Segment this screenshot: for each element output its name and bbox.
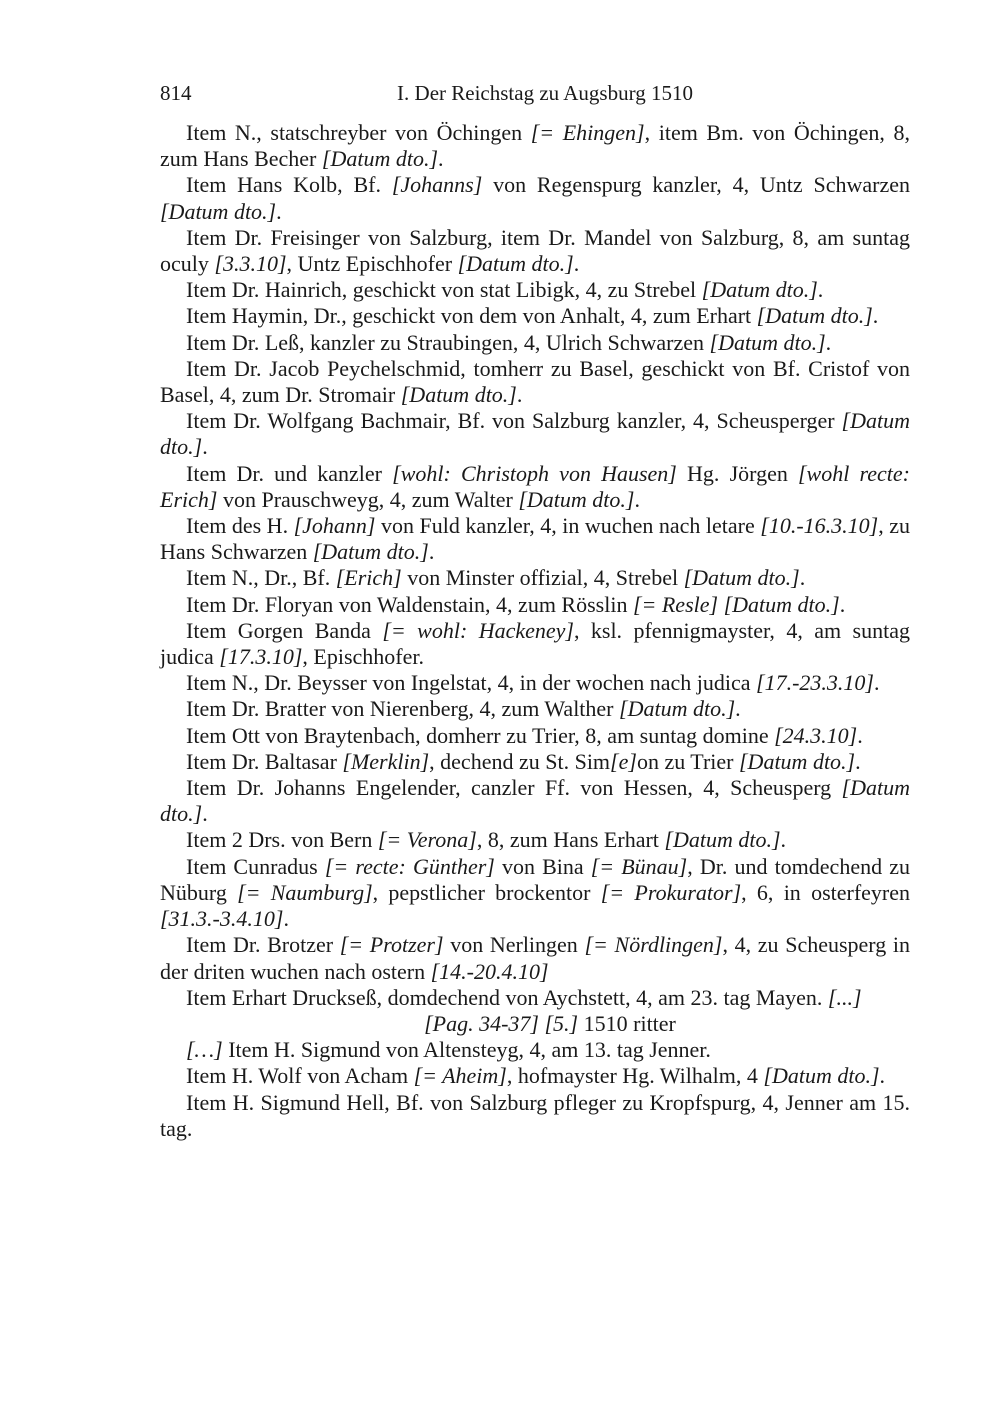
entry-text: . (634, 486, 640, 512)
editorial-note: [Datum dto.] (518, 486, 635, 512)
entry-text: , dechend zu St. Sim (429, 748, 611, 774)
entry-text: Item Dr. Brotzer (186, 932, 340, 958)
entry-text: von Bina (494, 853, 591, 879)
register-entry (160, 120, 910, 172)
editorial-note: [e] (610, 748, 637, 774)
entry-text: von Minster offizial, 4, Strebel (401, 565, 684, 591)
editorial-note: [= Protzer] (339, 932, 444, 958)
editorial-note: [31.3.-3.4.10] (160, 906, 284, 932)
register-entry (160, 513, 910, 565)
register-entry (160, 775, 910, 827)
entry-text: von Prauschweyg, 4, zum Walter (217, 486, 519, 512)
document-page (160, 78, 910, 1142)
editorial-note: [= Prokurator] (600, 879, 742, 905)
entry-list (160, 120, 910, 1142)
entry-text: . (516, 382, 523, 408)
editorial-note: [= Naumburg] (237, 879, 373, 905)
editorial-note: [= Nördlingen] (584, 932, 723, 958)
entry-text: . (855, 748, 861, 774)
entry-text: , Epischhofer. (302, 644, 424, 670)
editorial-note: [Datum dto.] (664, 827, 781, 853)
entry-text: von Regenspurg kanzler, 4, Untz Schwarzen (482, 172, 910, 198)
editorial-note: [Datum dto.] (709, 329, 826, 355)
entry-text: Item Gorgen Banda (186, 617, 383, 643)
register-entry (160, 854, 910, 933)
entry-text: . (879, 1063, 886, 1089)
entry-text: . (857, 722, 863, 748)
entry-text: . (825, 329, 832, 355)
editorial-note: [Datum dto.] (683, 565, 800, 591)
entry-text: , zu Hans Schwarzen (160, 513, 911, 565)
register-entry (160, 356, 910, 408)
editorial-note: [Datum dto.] (160, 198, 277, 224)
entry-text: Item Hans Kolb, Bf. (186, 172, 392, 198)
running-title: I. Der Reichstag zu Augsburg 1510 (397, 81, 693, 105)
entry-text: , 4, zu Scheusperg in der driten wuchen nach ostern (160, 932, 910, 984)
register-entry (160, 932, 910, 984)
editorial-note: [...] (827, 984, 862, 1010)
editorial-note: [Datum dto.] (739, 748, 856, 774)
entry-text: on zu Trier (636, 748, 739, 774)
entry-text: Item Haymin, Dr., geschickt von dem von Anhalt, 4, zum Erhart (186, 303, 757, 329)
entry-text: . (202, 434, 208, 460)
entry-text: Hg. Jörgen (676, 460, 798, 486)
register-entry (160, 565, 910, 591)
editorial-note: [wohl recte: Erich] (160, 460, 910, 512)
entry-text: Item Dr. Freisinger von Salzburg, item Dr. Mandel von Salzburg, 8, am suntag oculy (160, 224, 910, 277)
entry-text: 1510 ritter (578, 1010, 676, 1036)
editorial-note: [= Verona] (377, 827, 477, 853)
editorial-note: [= Bünau] (590, 853, 688, 879)
editorial-note: [= wohl: Hackeney] (382, 617, 574, 643)
register-entry (160, 1090, 910, 1142)
register-entry (160, 592, 910, 618)
entry-text: , 8, zum Hans Erhart (476, 827, 665, 853)
entry-text: , pepstlicher brockentor (372, 879, 601, 905)
entry-text: Item Erhart Druckseß, domdechend von Aychstett, 4, am 23. tag Mayen. (186, 984, 828, 1010)
entry-text: Item Dr. Wolfgang Bachmair, Bf. von Salzburg kanzler, 4, Scheusperger (186, 408, 842, 434)
entry-text: Item 2 Drs. von Bern (186, 827, 378, 853)
editorial-note: [Datum dto.] (312, 539, 429, 565)
entry-text: Item H. Sigmund von Altensteyg, 4, am 13. tag Jenner. (222, 1037, 711, 1063)
entry-text: Item Dr. Hainrich, geschickt von stat Libigk, 4, zu Strebel (186, 277, 702, 303)
entry-text: , item Bm. von Öchingen, 8, zum Hans Becher (160, 120, 910, 172)
entry-text: , 6, in osterfeyren (741, 879, 911, 905)
editorial-note: [= Ehingen] (530, 120, 645, 145)
editorial-note: [Datum dto.] (619, 696, 736, 722)
section-heading (160, 1011, 910, 1037)
entry-text: . (283, 906, 289, 932)
register-entry (160, 277, 910, 303)
editorial-note: [Datum dto.] (160, 775, 910, 827)
entry-text: Item des H. (186, 513, 294, 539)
register-entry (160, 408, 910, 460)
entry-text: . (780, 827, 787, 853)
editorial-note: [17.3.10] (219, 644, 303, 670)
entry-text: von Fuld kanzler, 4, in wuchen nach letare (375, 513, 761, 539)
entry-text: , ksl. pfennigmayster, 4, am suntag judica (160, 617, 910, 670)
editorial-note: [24.3.10] (774, 722, 858, 748)
entry-text: Item H. Sigmund Hell, Bf. von Salzburg pfleger zu Kropfspurg, 4, Jenner am 15. tag. (160, 1089, 910, 1141)
page-number: 814 (160, 81, 192, 105)
editorial-note: [17.-23.3.10] (756, 670, 874, 696)
entry-text: . (276, 198, 282, 224)
register-entry (160, 461, 910, 513)
entry-text: . (799, 565, 806, 591)
editorial-note: [Datum dto.] (701, 277, 818, 303)
entry-text: . (735, 696, 741, 722)
entry-text: Item Dr. Bratter von Nierenberg, 4, zum Walther (186, 696, 620, 722)
entry-text: . (573, 251, 580, 277)
entry-text: , Dr. und tomdechend zu Nüburg (160, 853, 910, 905)
entry-text: Item Dr. Jacob Peychelschmid, tomherr zu Basel, geschickt von Bf. Cristof von Basel, 4, zum Dr. Stromair (160, 355, 910, 408)
register-entry (160, 618, 910, 670)
register-entry (160, 985, 910, 1011)
editorial-note: [= Resle] [Datum dto.] (632, 591, 840, 617)
entry-text: Item Dr. und kanzler (186, 460, 393, 486)
entry-text: Item Cunradus (186, 853, 325, 879)
editorial-note: [3.3.10] (214, 251, 287, 277)
entry-text: Item Dr. Floryan von Waldenstain, 4, zum Rösslin (186, 591, 633, 617)
editorial-note: [= Aheim] (413, 1063, 507, 1089)
entry-text: , hofmayster Hg. Wilhalm, 4 (506, 1063, 764, 1089)
entry-text: Item Dr. Leß, kanzler zu Straubingen, 4, Ulrich Schwarzen (186, 329, 710, 355)
editorial-note: [Datum dto.] (457, 251, 574, 277)
register-entry (160, 172, 910, 224)
entries-after-heading (160, 1037, 910, 1142)
editorial-note: [10.-16.3.10] (760, 513, 879, 539)
entry-text: Item H. Wolf von Acham (186, 1063, 414, 1089)
entry-text: von Nerlingen (443, 932, 585, 958)
register-entry (160, 330, 910, 356)
editorial-note: [Erich] (335, 565, 402, 591)
register-entry (160, 225, 910, 277)
editorial-note: [Datum dto.] (756, 303, 873, 329)
entry-text: . (202, 801, 208, 827)
register-entry (160, 1037, 910, 1063)
editorial-note: [= recte: Günther] (324, 853, 495, 879)
register-entry (160, 827, 910, 853)
register-entry (160, 749, 910, 775)
entries-before-heading (160, 120, 910, 1011)
entry-text: Item N., Dr. Beysser von Ingelstat, 4, in der wochen nach judica (186, 670, 757, 696)
register-entry (160, 670, 910, 696)
entry-text: . (839, 591, 846, 617)
entry-text: Item N., statschreyber von Öchingen (186, 120, 531, 145)
editorial-note: [Datum dto.] (400, 382, 517, 408)
editorial-note: [Datum dto.] (763, 1063, 880, 1089)
entry-text: Item Ott von Braytenbach, domherr zu Trier, 8, am suntag domine (186, 722, 775, 748)
entry-text: Item Dr. Johanns Engelender, canzler Ff. von Hessen, 4, Scheusperg (186, 775, 842, 801)
entry-text: . (438, 146, 444, 172)
editorial-note: [Datum dto.] (321, 146, 439, 172)
entry-text: Item N., Dr., Bf. (186, 565, 336, 591)
editorial-note: [Johanns] (391, 172, 483, 198)
register-entry (160, 1063, 910, 1089)
entry-text: . (428, 539, 435, 565)
register-entry (160, 696, 910, 722)
entry-text: . (872, 303, 879, 329)
editorial-note: [Johann] (293, 513, 376, 539)
entry-text: . (817, 277, 824, 303)
editorial-note: [Pag. 34-37] [5.] (424, 1010, 579, 1036)
entry-text: Item Dr. Baltasar (186, 748, 343, 774)
running-head (160, 78, 910, 108)
entry-text: . (873, 670, 880, 696)
register-entry (160, 303, 910, 329)
editorial-note: [Datum dto.] (160, 408, 910, 460)
editorial-note: [Merklin] (342, 748, 430, 774)
entry-text: , Untz Epischhofer (286, 251, 458, 277)
register-entry (160, 723, 910, 749)
editorial-note: [14.-20.4.10] (430, 958, 549, 984)
editorial-note: [wohl: Christoph von Hausen] (392, 460, 677, 486)
editorial-note: […] (186, 1037, 223, 1063)
